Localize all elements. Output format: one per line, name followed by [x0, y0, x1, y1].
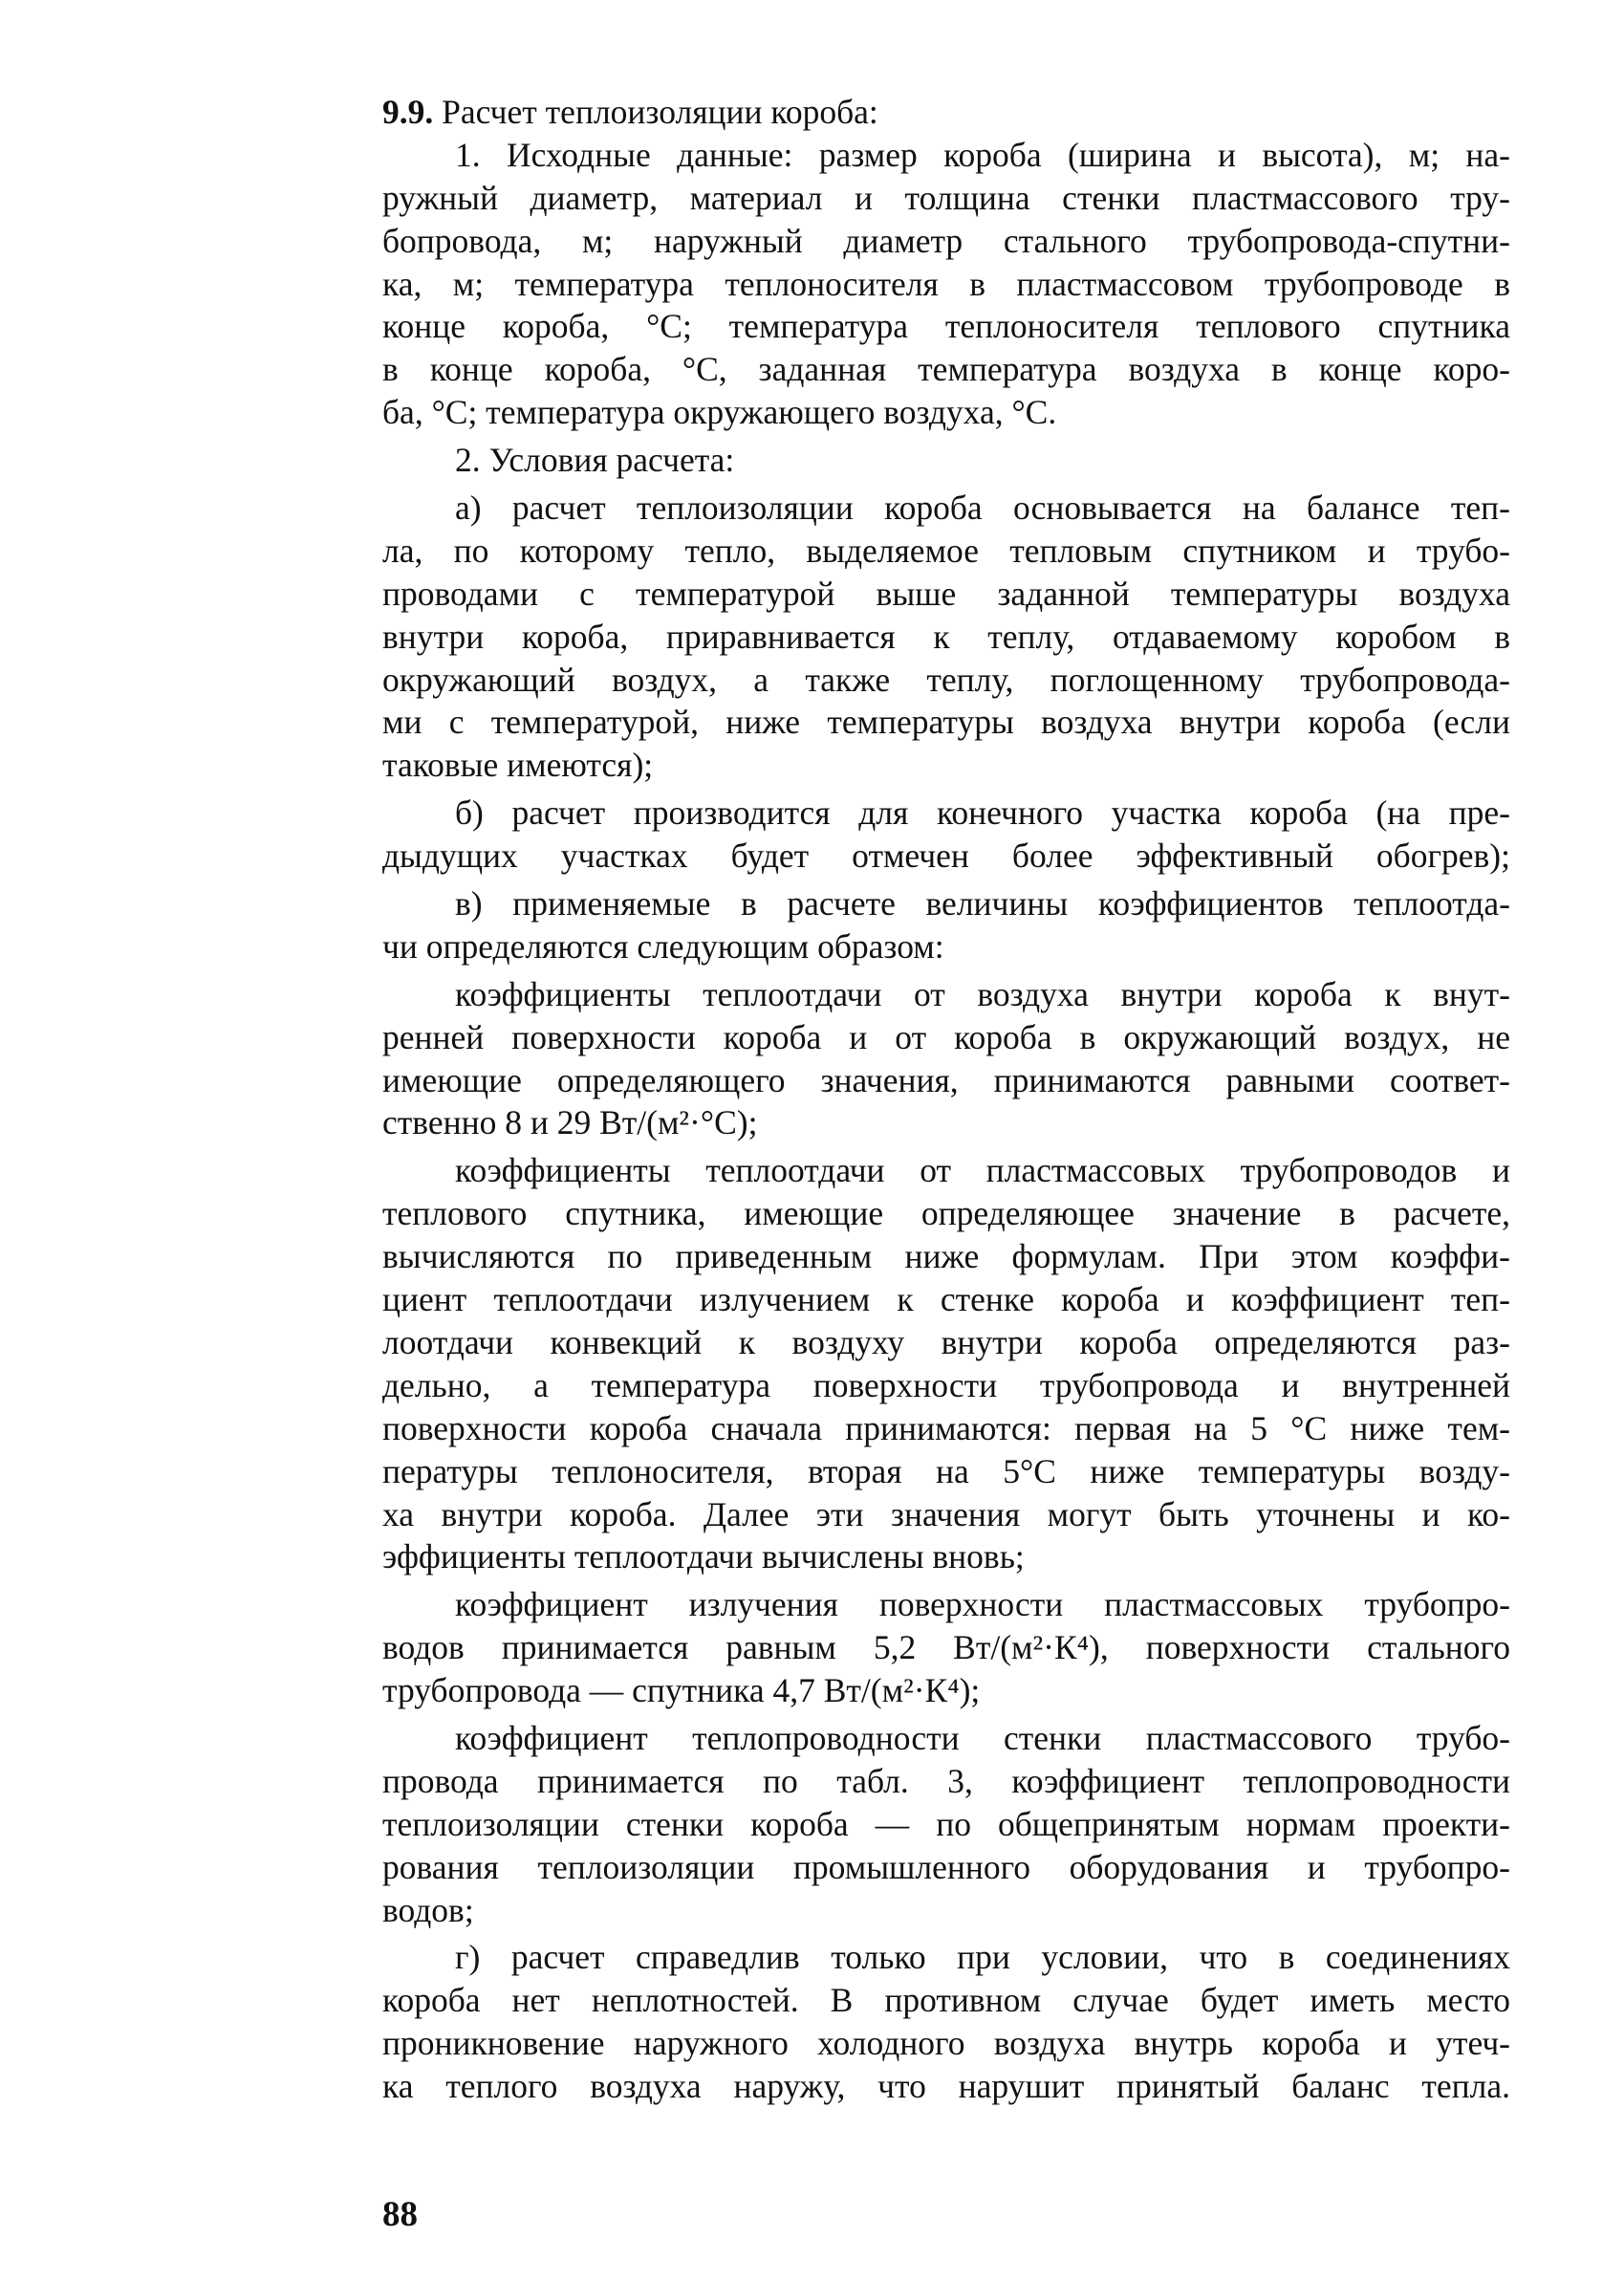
- text-line: 1. Исходные данные: размер короба (ширина и высота), м; на-: [455, 135, 1510, 174]
- text-line: конце короба, °С; температура теплоносителя теплового спутника: [382, 307, 1510, 346]
- section-heading: [382, 91, 1510, 134]
- text-line: коэффициент теплопроводности стенки пластмассового трубо-: [455, 1718, 1510, 1757]
- page-number: 88: [382, 2195, 418, 2234]
- text-line: вычисляются по приведенным ниже формулам. При этом коэффи-: [382, 1237, 1510, 1276]
- text-line: имеющие определяющего значения, принимаются равными соответ-: [382, 1060, 1510, 1099]
- text-line: пературы теплоносителя, вторая на 5°С ниже температуры возду-: [382, 1451, 1510, 1490]
- text-line: ха внутри короба. Далее эти значения могут быть уточнены и ко-: [382, 1494, 1510, 1533]
- text-line: в конце короба, °С, заданная температура воздуха в конце коро-: [382, 350, 1510, 389]
- section-number: 9.9.: [382, 93, 434, 131]
- text-line: ка теплого воздуха наружу, что нарушит принятый баланс тепла.: [382, 2067, 1510, 2106]
- text-line: проникновение наружного холодного воздуха внутрь короба и утеч-: [382, 2024, 1510, 2063]
- text-line: проводами с температурой выше заданной температуры воздуха: [382, 574, 1510, 613]
- text-line: провода принимается по табл. 3, коэффициент теплопроводности: [382, 1761, 1510, 1800]
- text-line: ственно 8 и 29 Вт/(м²·°С);: [382, 1103, 758, 1142]
- text-line: б) расчет производится для конечного участка короба (на пре-: [455, 793, 1510, 833]
- text-line: короба нет неплотностей. В противном случае будет иметь место: [382, 1981, 1510, 2020]
- text-line: циент теплоотдачи излучением к стенке короба и коэффициент теп-: [382, 1280, 1510, 1319]
- body-text: [382, 134, 1510, 2108]
- text-line: водов принимается равным 5,2 Вт/(м²·К⁴), поверхности стального: [382, 1628, 1510, 1667]
- text-line: ла, по которому тепло, выделяемое тепловым спутником и трубо-: [382, 531, 1510, 570]
- text-line: ба, °С; температура окружающего воздуха, °С.: [382, 393, 1057, 432]
- text-line: коэффициент излучения поверхности пластмассовых трубопро-: [455, 1585, 1510, 1624]
- text-line: эффициенты теплоотдачи вычислены вновь;: [382, 1537, 1025, 1576]
- text-line: 2. Условия расчета:: [455, 441, 735, 480]
- section-title: Расчет теплоизоляции короба:: [433, 93, 878, 131]
- text-line: окружающий воздух, а также теплу, поглощенному трубопровода-: [382, 660, 1510, 699]
- text-line: поверхности короба сначала принимаются: первая на 5 °С ниже тем-: [382, 1408, 1510, 1447]
- text-line: дельно, а температура поверхности трубопровода и внутренней: [382, 1365, 1510, 1404]
- text-line: дыдущих участках будет отмечен более эффективный обогрев);: [382, 837, 1510, 876]
- text-line: чи определяются следующим образом:: [382, 926, 944, 966]
- text-line: таковые имеются);: [382, 746, 654, 785]
- text-line: рования теплоизоляции промышленного оборудования и трубопро-: [382, 1847, 1510, 1886]
- text-line: в) применяемые в расчете величины коэффициентов теплоотда-: [455, 884, 1510, 924]
- text-line: лоотдачи конвекций к воздуху внутри короба определяются раз-: [382, 1322, 1510, 1361]
- text-line: теплового спутника, имеющие определяющее значение в расчете,: [382, 1194, 1510, 1233]
- text-line: бопровода, м; наружный диаметр стального трубопровода-спутни-: [382, 221, 1510, 260]
- text-line: ка, м; температура теплоносителя в пластмассовом трубопроводе в: [382, 264, 1510, 303]
- text-line: ружный диаметр, материал и толщина стенки пластмассового тру-: [382, 178, 1510, 217]
- page-body: [382, 91, 1510, 2108]
- text-line: ми с температурой, ниже температуры воздуха внутри короба (если: [382, 703, 1510, 742]
- text-line: ренней поверхности короба и от короба в окружающий воздух, не: [382, 1017, 1510, 1056]
- text-line: трубопровода — спутника 4,7 Вт/(м²·К⁴);: [382, 1671, 981, 1710]
- text-line: внутри короба, приравнивается к теплу, отдаваемому коробом в: [382, 617, 1510, 656]
- text-line: коэффициенты теплоотдачи от пластмассовых трубопроводов и: [455, 1151, 1510, 1190]
- text-line: а) расчет теплоизоляции короба основывается на балансе теп-: [455, 489, 1510, 528]
- text-line: теплоизоляции стенки короба — по общепринятым нормам проекти-: [382, 1804, 1510, 1843]
- text-line: водов;: [382, 1890, 474, 1929]
- text-line: г) расчет справедлив только при условии, что в соединениях: [455, 1938, 1510, 1977]
- text-line: коэффициенты теплоотдачи от воздуха внутри короба к внут-: [455, 974, 1510, 1013]
